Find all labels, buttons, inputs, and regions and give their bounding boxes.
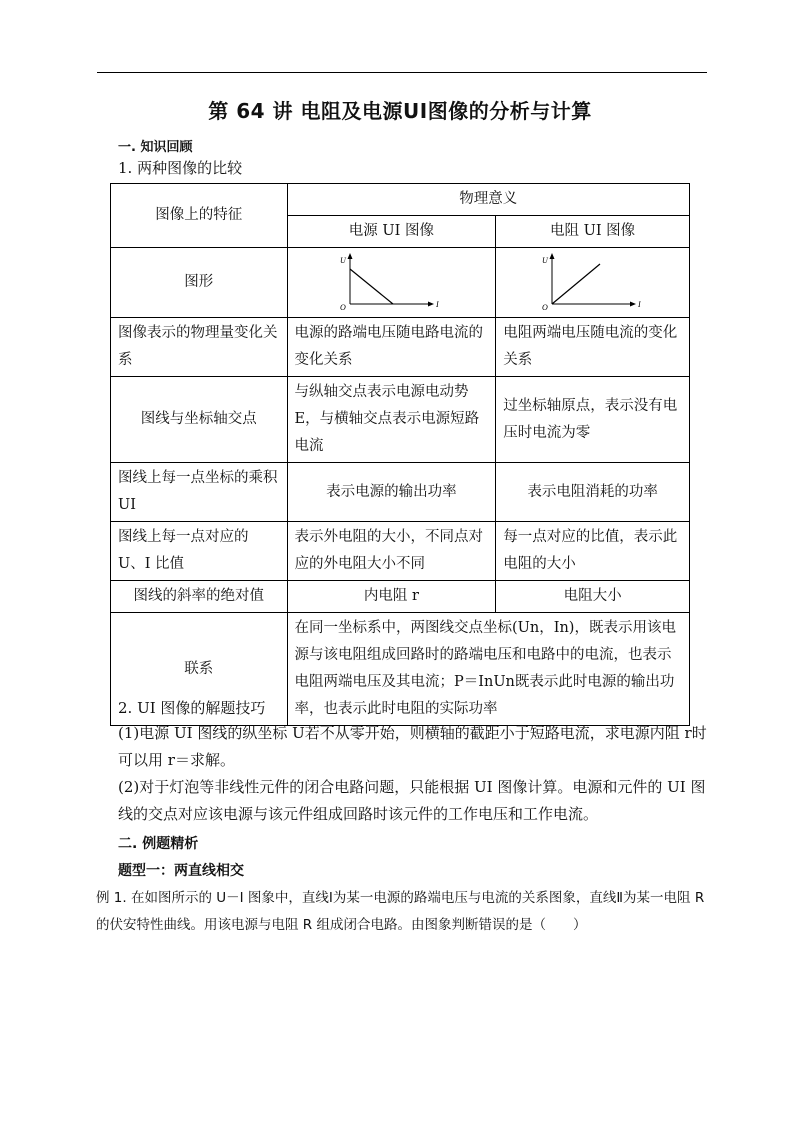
table-cell-resistor: 表示电阻消耗的功率: [496, 463, 690, 522]
table-cell-source: 与纵轴交点表示电源电动势 E，与横轴交点表示电源短路电流: [287, 377, 496, 463]
section-heading-review: 一. 知识回顾: [118, 140, 193, 155]
subheading-techniques: 2. UI 图像的解题技巧: [118, 699, 266, 717]
table-row-label: 图形: [111, 248, 288, 318]
table-cell-source: 表示电源的输出功率: [287, 463, 496, 522]
table-group-header: 物理意义: [287, 184, 689, 216]
table-row-label: 图像表示的物理量变化关系: [111, 318, 288, 377]
table-row-label: 图线上每一点坐标的乘积 UI: [111, 463, 288, 522]
table-col1-header: 电源 UI 图像: [287, 216, 496, 248]
u-axis-arrow: [348, 253, 353, 259]
section-heading-examples: 二. 例题精析: [118, 836, 199, 852]
example-1-text: 例 1. 在如图所示的 U－I 图象中，直线Ⅰ为某一电源的路端电压与电流的关系图象，直线Ⅱ为某一电阻 R 的伏安特性曲线。用该电源与电阻 R 组成闭合电路。由图象判断错误的是（ ）: [96, 890, 705, 933]
table-cell-relation: 在同一坐标系中，两图线交点坐标(Un，In)，既表示用该电源与该电阻组成回路时的路端电压和电路中的电流，也表示电阻两端电压及其电流；P＝InUn既表示此时电源的输出功率，也表示此时电阻的实际功率: [287, 613, 689, 726]
u-axis-label: U: [541, 255, 548, 265]
table-cell-resistor: 电阻大小: [496, 581, 690, 613]
table-cell-source: 表示外电阻的大小，不同点对应的外电阻大小不同: [287, 522, 496, 581]
i-axis-arrow: [428, 301, 434, 306]
table-col0-header: 图像上的特征: [111, 184, 288, 248]
technique-paragraph-2: (2)对于灯泡等非线性元件的闭合电路问题，只能根据 UI 图像计算。电源和元件的 UI 图线的交点对应该电源与该元件组成回路时该元件的工作电压和工作电流。: [118, 778, 706, 823]
table-row-label: 图线上每一点对应的 U、I 比值: [111, 522, 288, 581]
i-axis-label: I: [637, 299, 641, 309]
subheading-compare: 1. 两种图像的比较: [118, 159, 243, 177]
table-row-label: 联系: [111, 613, 288, 726]
u-axis-label: U: [340, 255, 347, 265]
top-rule: [97, 72, 707, 73]
technique-paragraph-1: (1)电源 UI 图线的纵坐标 U若不从零开始，则横轴的截距小于短路电流，求电源内阻 r时可以用 r＝求解。: [118, 724, 707, 769]
comparison-table: [110, 183, 690, 726]
i-axis-label: I: [436, 299, 440, 309]
page-title: 第 64 讲 电阻及电源UI图像的分析与计算: [208, 99, 592, 123]
table-row-label: 图线与坐标轴交点: [111, 377, 288, 463]
table-row-label: 图线的斜率的绝对值: [111, 581, 288, 613]
table-cell-resistor: 电阻两端电压随电流的变化关系: [496, 318, 690, 377]
origin-label: O: [541, 302, 548, 312]
table-col2-header: 电阻 UI 图像: [496, 216, 690, 248]
resistor-ui-graph: [496, 248, 690, 318]
resistor-line: [552, 264, 600, 304]
resistor-ui-graph-svg: [538, 252, 648, 314]
table-cell-source: 电源的路端电压随电路电流的变化关系: [287, 318, 496, 377]
source-line: [350, 269, 393, 304]
question-type-heading: 题型一：两直线相交: [118, 863, 244, 879]
source-ui-graph-svg: [336, 252, 446, 314]
table-cell-resistor: 每一点对应的比值，表示此电阻的大小: [496, 522, 690, 581]
table-cell-resistor: 过坐标轴原点，表示没有电压时电流为零: [496, 377, 690, 463]
i-axis-arrow: [630, 301, 636, 306]
table-cell-source: 内电阻 r: [287, 581, 496, 613]
u-axis-arrow: [549, 253, 554, 259]
source-ui-graph: [287, 248, 496, 318]
origin-label: O: [340, 302, 347, 312]
